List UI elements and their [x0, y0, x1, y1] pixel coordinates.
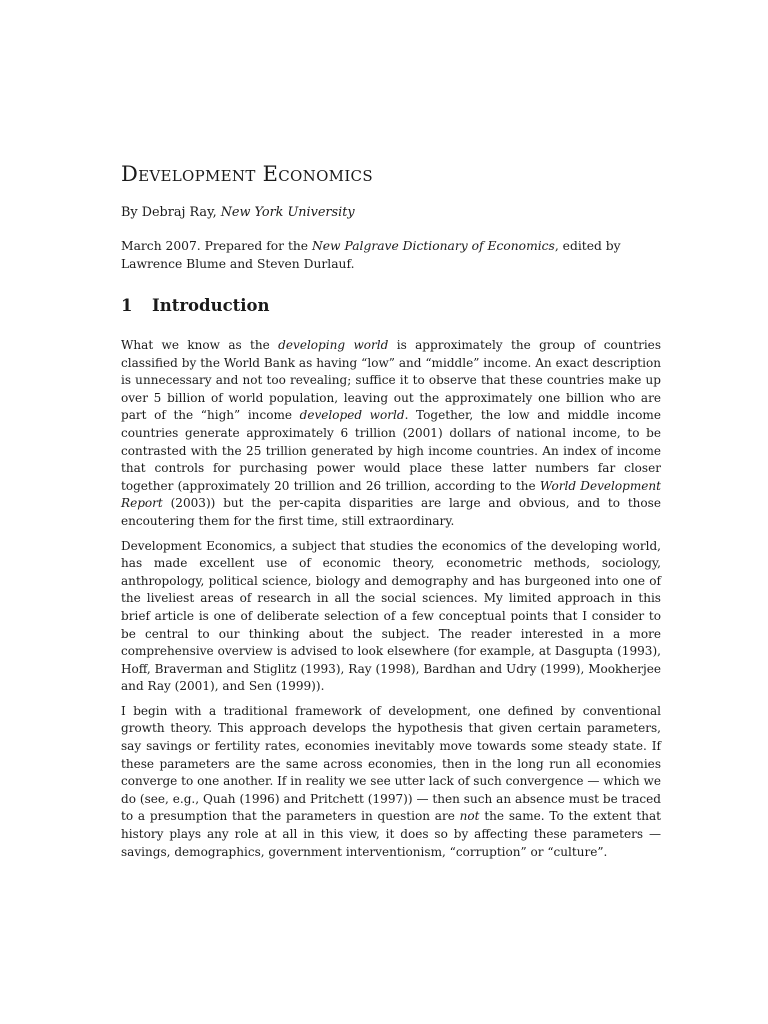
paragraph-1-text-a: What we know as the	[121, 338, 279, 352]
author-name: By Debraj Ray,	[121, 205, 221, 220]
note-text-end: , edited by Lawrence Blume and Steven Durlauf.	[121, 239, 621, 271]
byline	[121, 204, 661, 222]
note-text-start: March 2007. Prepared for the	[121, 239, 312, 253]
paragraph-3-emphasis: not	[459, 809, 480, 824]
author-affiliation: New York University	[220, 205, 355, 220]
paragraph-3-text-b: the same. To the extent that history plays any role at all in this view, it does so by affecting these parameters — savings, demographics, government interventionism, “corruption” or “culture”.	[121, 809, 661, 859]
paragraph-3	[121, 703, 661, 861]
section-heading	[121, 295, 661, 317]
paragraph-1-text-c: . Together, the low and middle income countries generate approximately 6 trillion (2001) dollars of national income, to be contrasted with the 25 trillion generated by high income countries. An index of income that controls for purchasing power would place these latter numbers far closer together (approximately 20 trillion and 26 trillion, according to the	[121, 408, 661, 493]
paragraph-1-emphasis-b: developed world	[299, 408, 405, 423]
section-title: Introduction	[152, 296, 270, 315]
paragraph-2: Development Economics, a subject that studies the economics of the developing world, has made excellent use of economic theory, econometric methods, sociology, anthropology, political science, biology and demography and has burgeoned into one of the liveliest areas of research in all the social sciences. My limited approach in this brief article is one of deliberate selection of a few conceptual points that I consider to be central to our thinking about the subject. The reader interested in a more comprehensive overview is advised to look elsewhere (for example, at Dasgupta (1993), Hoff, Braverman and Stiglitz (1993), Ray (1998), Bardhan and Udry (1999), Mookherjee and Ray (2001), and Sen (1999)).	[121, 538, 661, 694]
article-title: Development Economics	[121, 162, 373, 186]
paragraph-1-emphasis-a: developing world	[278, 338, 389, 352]
section-number: 1	[121, 296, 133, 315]
paragraph-1	[121, 337, 661, 531]
paragraph-1-text-b: is approximately the group of countries classified by the World Bank as having “low” and “middle” income. An exact description is unnecessary and not too revealing; suffice it to observe that these countries make up over 5 billion of world population, leaving out the approximately one billion who are part of the “high” income	[121, 338, 661, 423]
paragraph-1-text-d: (2003)) but the per-capita disparities are large and obvious, and to those encoutering them for the first time, still extraordinary.	[121, 496, 661, 528]
publication-note	[121, 238, 661, 273]
note-dictionary-title: New Palgrave Dictionary of Economics	[312, 239, 555, 253]
article-page	[121, 160, 661, 861]
paragraph-3-text-a: I begin with a traditional framework of development, one defined by conventional growth theory. This approach develops the hypothesis that given certain parameters, say savings or fertility rates, economies inevitably move towards some steady state. If these parameters are the same across economies, then in the long run all economies converge to one another. If in reality we see utter lack of such convergence — which we do (see, e.g., Quah (1996) and Pritchett (1997)) — then such an absence must be traced to a presumption that the parameters in question are	[121, 703, 661, 824]
paragraph-1-emphasis-c: World Development Report	[121, 478, 661, 511]
